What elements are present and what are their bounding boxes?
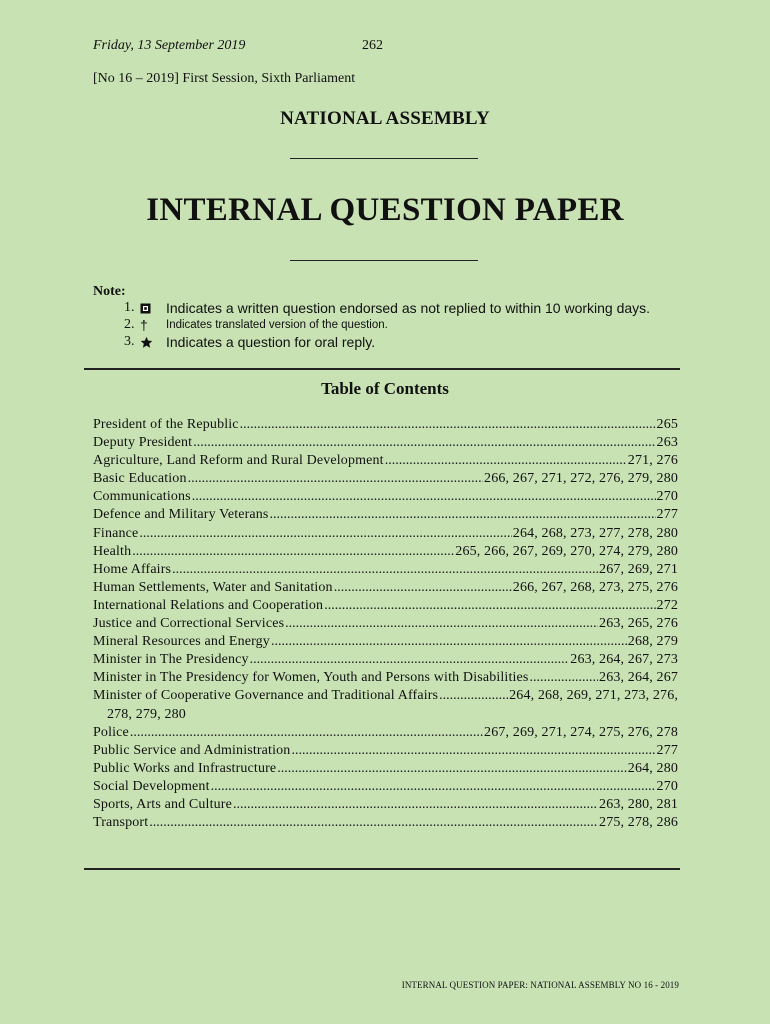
toc-entry-name: Minister of Cooperative Governance and Traditional Affairs (93, 688, 439, 704)
toc-entry-pages: 267, 269, 271 (599, 561, 678, 577)
dot-leader (233, 796, 598, 814)
note-heading: Note: (93, 284, 126, 299)
dot-leader (172, 561, 598, 579)
toc-entry-pages: 267, 269, 271, 274, 275, 276, 278 (484, 724, 678, 740)
toc-entry-name: Transport (93, 815, 149, 831)
toc-entry-pages: 270 (656, 489, 678, 505)
toc-entry[interactable] (93, 488, 678, 506)
toc-entry-name: Police (93, 724, 129, 740)
note-number: 2. (124, 317, 135, 332)
toc-entry-pages: 277 (656, 507, 678, 523)
dot-leader (277, 760, 627, 778)
dot-leader (188, 470, 483, 488)
page-footer: INTERNAL QUESTION PAPER: NATIONAL ASSEMBLY NO 16 - 2019 (401, 980, 679, 990)
dot-leader (285, 615, 598, 633)
dot-leader (250, 651, 570, 669)
toc-entry-pages: 263, 280, 281 (599, 796, 678, 812)
toc-entry-pages: 277 (656, 742, 678, 758)
toc-entry-pages: 263, 264, 267 (599, 670, 678, 686)
note-text: Indicates a question for oral reply. (166, 334, 376, 350)
title-rule-top (290, 158, 478, 159)
toc-entry[interactable] (93, 615, 678, 633)
toc-entry[interactable] (93, 525, 678, 543)
toc-entry[interactable] (93, 633, 678, 651)
toc-entry-name: Social Development (93, 778, 210, 794)
toc-entry-name: Defence and Military Veterans (93, 507, 269, 523)
note-item (124, 316, 388, 334)
toc-entry-pages: 265, 266, 267, 269, 270, 274, 279, 280 (455, 543, 678, 559)
note-item (124, 299, 650, 317)
dot-leader (530, 669, 599, 687)
toc-entry-name: Minister in The Presidency for Women, Youth and Persons with Disabilities (93, 670, 529, 686)
toc-rule-top (84, 368, 680, 370)
toc-entry-pages: 266, 267, 268, 273, 275, 276 (512, 579, 678, 595)
toc-title: Table of Contents (321, 379, 449, 398)
dot-leader (193, 434, 655, 452)
toc-entry-pages: 264, 280 (627, 760, 678, 776)
toc-entry[interactable] (93, 416, 678, 434)
toc-entry-pages: 264, 268, 273, 277, 278, 280 (512, 525, 678, 541)
toc-entry-pages: 264, 268, 269, 271, 273, 276, (509, 688, 678, 704)
toc-entry-pages: 270 (656, 778, 678, 794)
toc-entry-pages: 268, 279 (627, 634, 678, 650)
toc-entry-name: Deputy President (93, 435, 193, 451)
note-number: 1. (124, 300, 135, 315)
toc-entry[interactable] (93, 452, 678, 470)
toc-entry-name: Justice and Correctional Services (93, 616, 285, 632)
toc-entry-name: Basic Education (93, 471, 187, 487)
assembly-heading: NATIONAL ASSEMBLY (280, 108, 490, 129)
paper-title: INTERNAL QUESTION PAPER (146, 192, 624, 228)
dot-leader (211, 778, 656, 796)
toc-entry[interactable] (93, 543, 678, 561)
toc-entry-pages: 266, 267, 271, 272, 276, 279, 280 (484, 471, 678, 487)
toc-entry-pages: 265 (656, 417, 678, 432)
dot-leader (291, 742, 655, 760)
toc-entry-name: Sports, Arts and Culture (93, 796, 232, 812)
note-text: Indicates translated version of the question. (166, 319, 388, 331)
page-number: 262 (362, 38, 383, 53)
dot-leader (385, 452, 627, 470)
toc-entry-pages-continued: 278, 279, 280 (107, 706, 186, 722)
toc-entry-pages: 272 (656, 597, 678, 613)
session-line: [No 16 – 2019] First Session, Sixth Parliament (93, 71, 356, 86)
toc-entry-name: Minister in The Presidency (93, 652, 249, 668)
note-number: 3. (124, 334, 135, 349)
toc-entry[interactable] (93, 470, 678, 488)
toc-entry[interactable] (93, 669, 678, 687)
toc-entry[interactable] (93, 724, 678, 742)
header-date: Friday, 13 September 2019 (93, 38, 246, 53)
toc-entry[interactable] (93, 742, 678, 760)
toc-entry[interactable] (93, 687, 678, 705)
toc-entry[interactable] (93, 506, 678, 524)
toc-entry-name: Home Affairs (93, 561, 172, 577)
toc-entry-name: Public Service and Administration (93, 742, 291, 758)
toc-entry[interactable] (93, 579, 678, 597)
dot-leader (324, 597, 655, 615)
dot-leader (271, 633, 627, 651)
toc-rule-bottom (84, 868, 680, 870)
dot-leader (192, 488, 656, 506)
toc-entry[interactable] (93, 778, 678, 796)
star-icon (140, 336, 166, 349)
toc-entry-name: Health (93, 543, 132, 559)
dot-leader (149, 814, 598, 832)
toc-entry[interactable] (93, 434, 678, 452)
toc-entry[interactable] (93, 760, 678, 778)
toc-entry-name: Communications (93, 489, 191, 505)
toc-entry-pages: 271, 276 (627, 453, 678, 469)
toc-entry[interactable] (93, 814, 678, 832)
title-rule-bottom (290, 260, 478, 261)
toc-entry[interactable] (93, 796, 678, 814)
toc-entry[interactable] (93, 651, 678, 669)
dot-leader (334, 579, 512, 597)
toc-entry-pages: 263, 264, 267, 273 (570, 652, 678, 668)
toc-entry-name: Human Settlements, Water and Sanitation (93, 579, 333, 595)
table-of-contents (93, 416, 678, 832)
dot-leader (130, 724, 483, 742)
dot-leader (270, 506, 656, 524)
toc-entry-pages: 275, 278, 286 (599, 815, 678, 831)
dot-leader (240, 416, 656, 434)
dot-leader (132, 543, 454, 561)
toc-entry-name: President of the Republic (93, 417, 239, 432)
toc-entry-name: Public Works and Infrastructure (93, 760, 277, 776)
dot-leader (439, 687, 508, 705)
dot-leader (139, 525, 511, 543)
toc-entry-name: Finance (93, 525, 139, 541)
toc-entry-pages: 263, 265, 276 (599, 616, 678, 632)
toc-entry-pages: 263 (656, 435, 678, 451)
note-item (124, 333, 375, 351)
toc-entry-name: International Relations and Cooperation (93, 597, 324, 613)
toc-entry[interactable] (93, 597, 678, 615)
toc-entry[interactable] (93, 561, 678, 579)
toc-entry-name: Agriculture, Land Reform and Rural Development (93, 453, 384, 469)
note-text: Indicates a written question endorsed as not replied to within 10 working days. (166, 300, 651, 316)
toc-entry-name: Mineral Resources and Energy (93, 634, 270, 650)
dagger-icon: † (140, 317, 148, 333)
square-bullet-icon (140, 303, 166, 314)
